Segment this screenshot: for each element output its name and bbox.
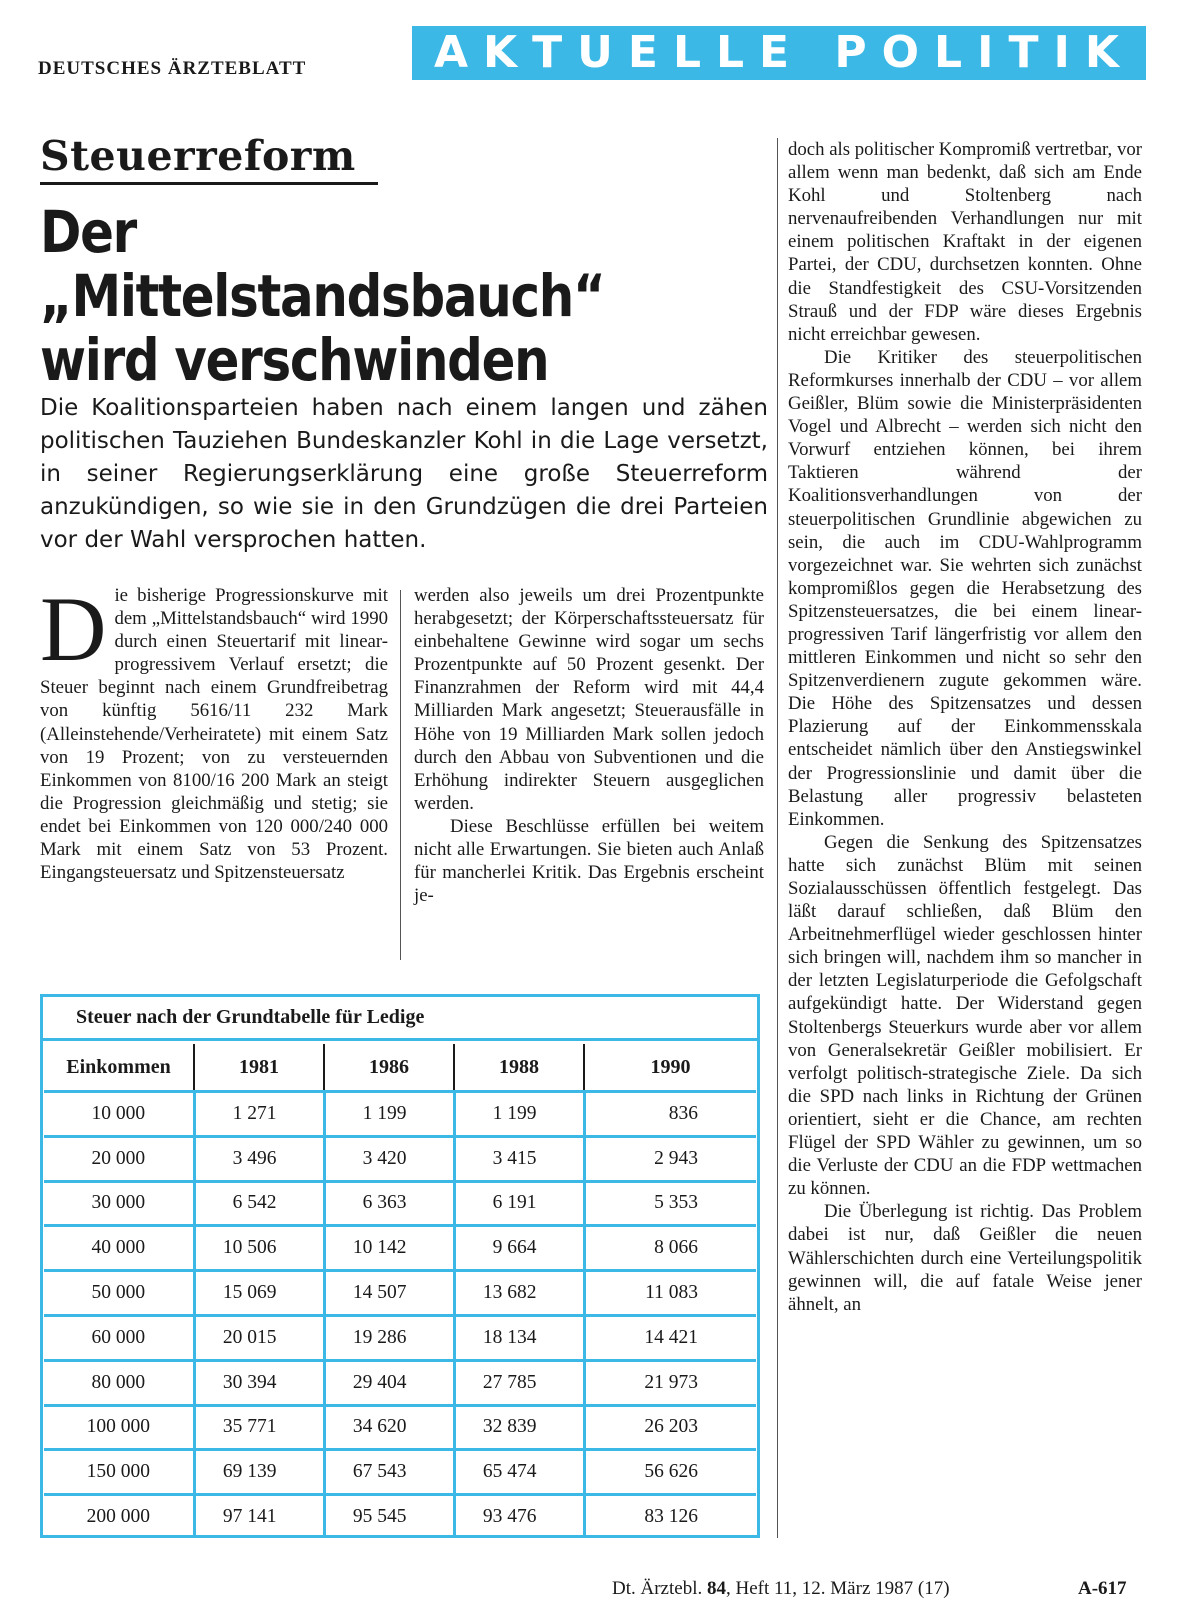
col3-paragraph-2: Die Kritiker des steuerpolitischen Reformkurses innerhalb der CDU – vor allem Geißler, Blüm sowie die Ministerpräsidenten Vogel und Albrecht – werden sich nicht den Vorwurf entziehen können, bei ihrem Taktieren während der Koalitionsverhandlungen von der steuerpolitischen Grundlinie abgewichen zu sein, die auch im CDU-Wahlprogramm vorgezeichnet war. Sie wehrten sich zunächst kompromißlos gegen die Herabsetzung des Spitzensteuersatzes, die bei einem linear-progressiven Tarif längerfristig vor allem den mittleren Einkommen und nicht so sehr den Spitzenverdienern zugute gekommen wäre. Die Höhe des Spitzensatzes und dessen Plazierung auf der Einkommensskala entscheidet nämlich über den Anstiegswinkel der Progressionslinie und damit über die Belastung aller progressiv belasteten Einkommen. [788, 346, 1142, 830]
cell-value: 93 476 [454, 1495, 584, 1538]
cell-value: 83 126 [584, 1495, 756, 1538]
cell-value: 836 [584, 1092, 756, 1137]
cell-income: 200 000 [86, 1506, 150, 1528]
headline-line-1: Der „Mittelstandsbauch“ [40, 198, 605, 330]
table-row [44, 1315, 756, 1360]
col3-paragraph-4: Die Überlegung ist richtig. Das Problem dabei ist nur, daß Geißler die neuen Wählerschichten durch eine Verteilungspolitik gewinnen will, die auf fatale Weise jener ähnelt, an [788, 1201, 1142, 1315]
column-divider [400, 590, 401, 960]
cell-value: 9 664 [454, 1226, 584, 1271]
column-divider [777, 138, 778, 1538]
cell-value: 3 496 [194, 1136, 324, 1181]
table-row [44, 1136, 756, 1181]
cell-income: 150 000 [44, 1450, 194, 1495]
cell-income: 40 000 [44, 1226, 194, 1271]
cell-value: 10 142 [324, 1226, 454, 1271]
table-row [44, 1450, 756, 1495]
col2-paragraph-2: Diese Beschlüsse erfüllen bei weitem nicht alle Erwartungen. Sie bieten auch Anlaß für mancherlei Kritik. Das Ergebnis erscheint je- [414, 815, 764, 907]
body-column-1 [40, 578, 388, 884]
col2-paragraph-1: werden also jeweils um drei Prozentpunkte herabgesetzt; der Körperschaftssteuersatz für einbehaltene Gewinne wird sogar um sechs Prozentpunkte auf 50 Prozent gesenkt. Der Finanzrahmen der Reform wird mit 44,4 Milliarden Mark angesetzt; Steuerausfälle in Höhe von 19 Milliarden Mark sollen jedoch durch den Abbau von Subventionen und die Erhöhung indirekter Steuern ausgeglichen werden. [414, 585, 764, 814]
drop-cap: D [40, 578, 107, 680]
header-1981: 1981 [194, 1044, 324, 1092]
cell-value: 1 199 [454, 1092, 584, 1137]
cell-value: 18 134 [454, 1315, 584, 1360]
table-row [44, 1271, 756, 1316]
header-1990: 1990 [584, 1044, 756, 1092]
cell-value: 97 141 [194, 1495, 324, 1538]
tax-table-title: Steuer nach der Grundtabelle für Ledige [76, 1006, 425, 1028]
cell-value: 20 015 [194, 1315, 324, 1360]
cell-income: 20 000 [44, 1136, 194, 1181]
col3-paragraph-3: Gegen die Senkung des Spitzensatzes hatte sich zunächst Blüm mit seinen Sozialausschüssen öffentlich festgelegt. Das läßt darauf schließen, daß Blüm den Arbeitnehmerflügel wieder geschlossen hinter sich bringen will, nachdem ihm so mancher in der letzten Legislaturperiode die Gefolgschaft aufgekündigt hatte. Der Widerstand gegen Stoltenbergs Steuerkurs wurde aber vor allem von Generalsekretär Geißler mobilisiert. Er verfolgt politisch-strategische Ziele. Da sich die SPD nach links in Richtung der Grünen orientiert, sieht er die Chance, am rechten Flügel der SPD Wähler zu gewinnen, um so die Verluste der CDU an die FDP wettmachen zu können. [788, 831, 1142, 1200]
col3-paragraph-1: doch als politischer Kompromiß vertretbar, vor allem wenn man bedenkt, daß sich am Ende Kohl und Stoltenberg nach nervenaufreibenden Verhandlungen nur mit einem politischen Kraftakt in der eigenen Partei, der CDU, durchsetzen konnten. Ohne die Standfestigkeit des CSU-Vorsitzenden Strauß und der FDP wäre dieses Ergebnis nicht erreichbar gewesen. [788, 139, 1142, 345]
cell-value: 1 199 [324, 1092, 454, 1137]
cell-income: 60 000 [44, 1315, 194, 1360]
headline [40, 200, 668, 392]
cell-value: 2 943 [584, 1136, 756, 1181]
cell-income: 100 000 [44, 1405, 194, 1450]
cell-value: 67 543 [324, 1450, 454, 1495]
cell-value: 5 353 [584, 1181, 756, 1226]
journal-name: DEUTSCHES ÄRZTEBLATT [38, 58, 307, 79]
cell-value: 19 286 [324, 1315, 454, 1360]
cell-value: 3 415 [454, 1136, 584, 1181]
cell-value: 14 507 [324, 1271, 454, 1316]
cell-value: 29 404 [324, 1360, 454, 1405]
tax-table [44, 1044, 756, 1538]
cell-value: 32 839 [454, 1405, 584, 1450]
kicker-underline [40, 182, 378, 185]
tax-table-title-rule [40, 1038, 760, 1041]
cell-value: 65 474 [454, 1450, 584, 1495]
lead-paragraph: Die Koalitionsparteien haben nach einem langen und zähen politischen Tauziehen Bundeskanzler Kohl in die Lage versetzt, in seiner Regierungserklärung eine große Steuerreform anzukündigen, so wie sie in den Grundzügen die drei Parteien vor der Wahl versprochen hatten. [40, 395, 768, 553]
footer-volume: 84 [706, 1578, 726, 1599]
cell-income: 10 000 [44, 1092, 194, 1137]
cell-value: 14 421 [584, 1315, 756, 1360]
header-einkommen: Einkommen [44, 1044, 194, 1092]
kicker-title: Steuerreform [40, 132, 356, 180]
table-row [44, 1360, 756, 1405]
header-1986: 1986 [324, 1044, 454, 1092]
cell-value: 27 785 [454, 1360, 584, 1405]
cell-value: 95 545 [324, 1495, 454, 1538]
header-1988: 1988 [454, 1044, 584, 1092]
page-number: A-617 [1078, 1578, 1127, 1599]
cell-value: 35 771 [194, 1405, 324, 1450]
cell-value: 15 069 [194, 1271, 324, 1316]
cell-value: 6 542 [194, 1181, 324, 1226]
table-row [44, 1092, 756, 1137]
table-row [44, 1181, 756, 1226]
footer-citation [612, 1578, 950, 1600]
body-column-2 [414, 584, 764, 907]
table-row [44, 1495, 756, 1538]
cell-income: 50 000 [44, 1271, 194, 1316]
section-banner: AKTUELLE POLITIK [412, 26, 1146, 80]
cell-value: 13 682 [454, 1271, 584, 1316]
cell-value: 11 083 [584, 1271, 756, 1316]
cell-value: 6 191 [454, 1181, 584, 1226]
cell-value: 69 139 [194, 1450, 324, 1495]
cell-value: 26 203 [584, 1405, 756, 1450]
cell-value: 6 363 [324, 1181, 454, 1226]
body-column-3 [788, 138, 1142, 1316]
table-header-row [44, 1044, 756, 1092]
cell-income: 30 000 [44, 1181, 194, 1226]
footer-journal: Dt. Ärztebl. [612, 1578, 703, 1599]
cell-income: 80 000 [44, 1360, 194, 1405]
table-row [44, 1405, 756, 1450]
cell-value: 34 620 [324, 1405, 454, 1450]
cell-value: 30 394 [194, 1360, 324, 1405]
footer-issue: , Heft 11, 12. März 1987 (17) [725, 1578, 950, 1599]
cell-value: 3 420 [324, 1136, 454, 1181]
headline-line-2: wird verschwinden [40, 326, 549, 394]
cell-value: 56 626 [584, 1450, 756, 1495]
cell-value: 10 506 [194, 1226, 324, 1271]
col1-text: ie bisherige Progressionskurve mit dem „Mittelstandsbauch“ wird 1990 durch einen Steuertarif mit linear-progressivem Verlauf ersetzt; die Steuer beginnt nach einem Grundfreibetrag von künftig 5616/11 232 Mark (Alleinstehende/Verheiratete) mit einem Satz von 19 Prozent; von zu versteuernden Einkommen von 8100/16 200 Mark an steigt die Progression gleichmäßig und stetig; sie endet bei Einkommen von 120 000/240 000 Mark mit einem Satz von 53 Prozent. Eingangsteuersatz und Spitzensteuersatz [40, 585, 388, 884]
cell-value: 21 973 [584, 1360, 756, 1405]
table-row [44, 1226, 756, 1271]
cell-value: 1 271 [194, 1092, 324, 1137]
cell-value: 8 066 [584, 1226, 756, 1271]
